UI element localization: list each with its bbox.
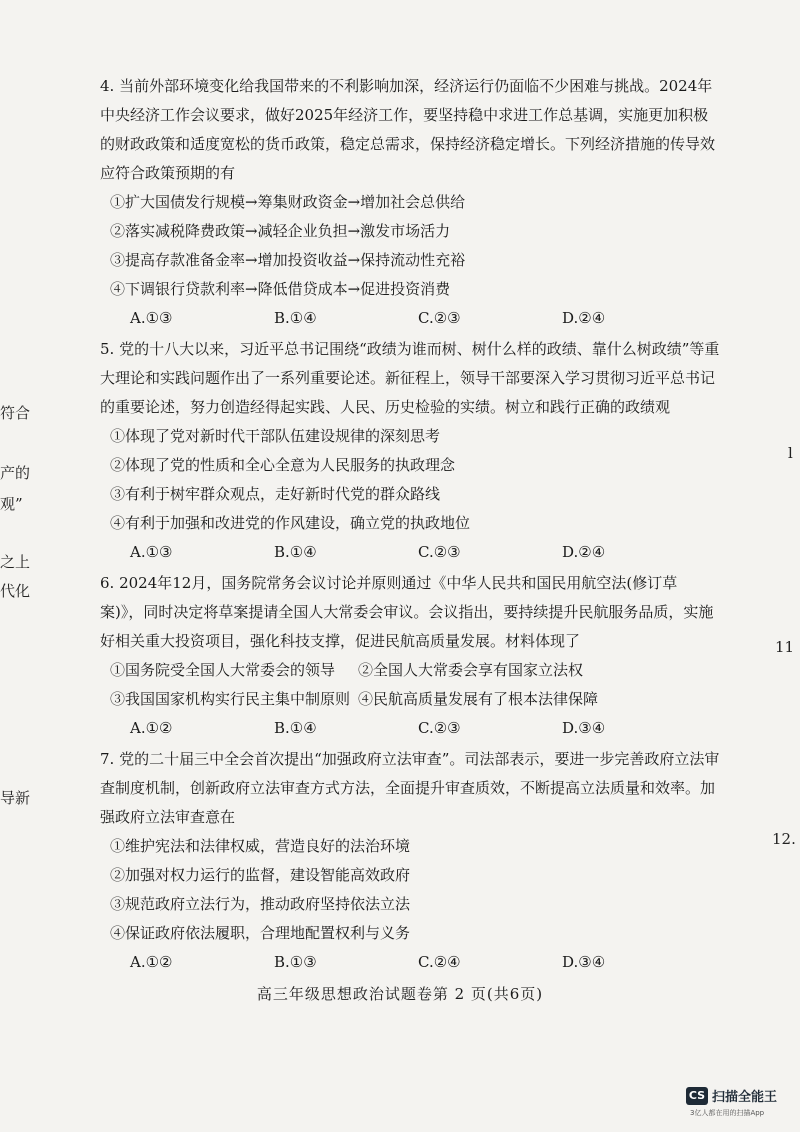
- scanner-app-name: 扫描全能王: [712, 1090, 778, 1105]
- question-7-option: ②加强对权力运行的监督，建设智能高效政府: [110, 866, 411, 884]
- left-margin-fragment: 导新: [0, 789, 31, 807]
- right-margin-fragment: 12.: [772, 830, 796, 848]
- question-5-option: ②体现了党的性质和全心全意为人民服务的执政理念: [110, 456, 456, 474]
- question-5-option: ③有利于树牢群众观点，走好新时代党的群众路线: [110, 485, 441, 503]
- scanner-tagline: 3亿人都在用的扫描App: [690, 1109, 765, 1117]
- choice-c: C.②③: [418, 309, 461, 327]
- question-4-option: ④下调银行贷款利率→降低借贷成本→促进投资消费: [110, 280, 451, 298]
- choice-c: C.②③: [418, 719, 461, 737]
- question-5-stem: 5. 党的十八大以来，习近平总书记围绕“政绩为谁而树、树什么样的政绩、靠什么树政绩”等重大理论和实践问题作出了一系列重要论述。新征程上，领导干部要深入学习贯彻习近平总书记的重要论述，努力创造经得起实践、人民、历史检验的实绩。树立和践行正确的政绩观: [100, 340, 720, 416]
- choice-d: D.③④: [562, 719, 606, 737]
- left-margin-fragment: 代化: [0, 582, 31, 600]
- question-7: [100, 745, 720, 977]
- question-7-option: ③规范政府立法行为，推动政府坚持依法立法: [110, 895, 411, 913]
- question-6-option: ④民航高质量发展有了根本法律保障: [358, 690, 599, 708]
- question-6-option: ②全国人大常委会享有国家立法权: [358, 661, 584, 679]
- question-6-choices: [100, 714, 720, 743]
- choice-d: D.②④: [562, 309, 606, 327]
- question-5-choices: [100, 538, 720, 567]
- question-7-choices: [100, 948, 720, 977]
- choice-d: D.②④: [562, 543, 606, 561]
- choice-b: B.①④: [274, 719, 317, 737]
- question-4: [100, 72, 720, 333]
- page-footer: 高三年级思想政治试题卷第 2 页(共6页): [256, 985, 544, 1003]
- choice-b: B.①④: [274, 309, 317, 327]
- left-margin-fragment: 观”: [0, 495, 23, 513]
- question-5-option: ①体现了党对新时代干部队伍建设规律的深刻思考: [110, 427, 441, 445]
- question-6: [100, 569, 720, 743]
- choice-a: A.①③: [130, 309, 173, 327]
- question-6-option: ③我国国家机构实行民主集中制原则: [110, 690, 351, 708]
- choice-d: D.③④: [562, 953, 606, 971]
- left-margin-fragment: 产的: [0, 464, 31, 482]
- choice-a: A.①③: [130, 543, 173, 561]
- question-4-choices: [100, 304, 720, 333]
- choice-b: B.①③: [274, 953, 317, 971]
- right-margin-fragment: l: [788, 444, 793, 462]
- question-4-option: ②落实减税降费政策→减轻企业负担→激发市场活力: [110, 222, 451, 240]
- question-6-stem: 6. 2024年12月，国务院常务会议讨论并原则通过《中华人民共和国民用航空法(修订草案)》，同时决定将草案提请全国人大常委会审议。会议指出，要持续提升民航服务品质，实施好相关重大投资项目，强化科技支撑，促进民航高质量发展。材料体现了: [100, 574, 714, 650]
- question-7-stem: 7. 党的二十届三中全会首次提出“加强政府立法审查”。司法部表示，要进一步完善政府立法审查制度机制，创新政府立法审查方式方法，全面提升审查质效，不断提高立法质量和效率。加强政府立法审查意在: [100, 750, 720, 826]
- left-margin-fragment: 之上: [0, 553, 31, 571]
- question-6-option-row: [100, 685, 720, 714]
- left-margin-fragment: 符合: [0, 404, 31, 422]
- question-6-option: ①国务院受全国人大常委会的领导: [110, 661, 336, 679]
- scanner-logo: [686, 1086, 777, 1105]
- question-6-option-row: [100, 656, 720, 685]
- question-7-option: ④保证政府依法履职，合理地配置权利与义务: [110, 924, 411, 942]
- cs-logo-icon: CS: [686, 1087, 708, 1105]
- right-margin-fragment: 11: [775, 638, 795, 656]
- question-area: [100, 72, 720, 979]
- choice-a: A.①②: [130, 953, 173, 971]
- question-5-option: ④有利于加强和改进党的作风建设，确立党的执政地位: [110, 514, 471, 532]
- question-7-option: ①维护宪法和法律权威，营造良好的法治环境: [110, 837, 411, 855]
- choice-c: C.②④: [418, 953, 461, 971]
- choice-a: A.①②: [130, 719, 173, 737]
- question-4-stem: 4. 当前外部环境变化给我国带来的不利影响加深，经济运行仍面临不少困难与挑战。2024年中央经济工作会议要求，做好2025年经济工作，要坚持稳中求进工作总基调，实施更加积极的财政政策和适度宽松的货币政策，稳定总需求，保持经济稳定增长。下列经济措施的传导效应符合政策预期的有: [100, 77, 716, 182]
- question-4-option: ③提高存款准备金率→增加投资收益→保持流动性充裕: [110, 251, 466, 269]
- choice-c: C.②③: [418, 543, 461, 561]
- question-4-option: ①扩大国债发行规模→筹集财政资金→增加社会总供给: [110, 193, 466, 211]
- choice-b: B.①④: [274, 543, 317, 561]
- question-5: [100, 335, 720, 567]
